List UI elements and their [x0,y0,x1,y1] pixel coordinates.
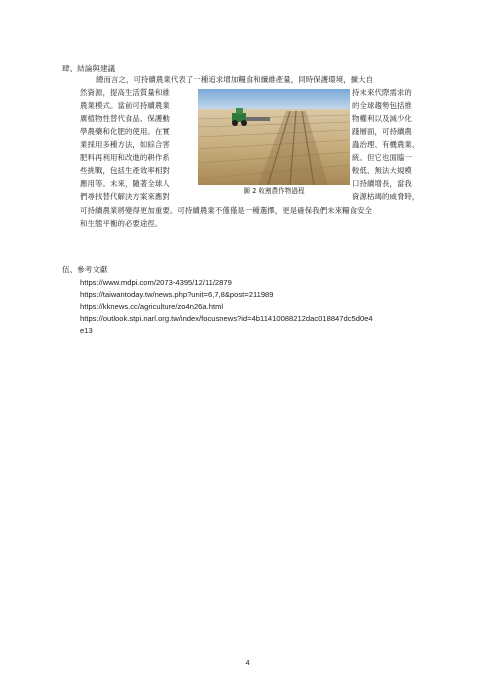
paragraph-line: 持未來代際需求的 [352,88,412,97]
farm-harvest-photo-icon [198,89,350,185]
reference-link[interactable]: https://taiwantoday.tw/news.php?unit=6,7,8&post=211989 [80,290,274,299]
paragraph-line: 學農藥和化肥的使用。在實 [80,127,170,136]
paragraph-line: 物權利以及減少化 [352,114,412,123]
reference-link[interactable]: https://kknews.cc/agriculture/zo4n26a.html [80,302,224,311]
paragraph-line: 應用等。未來，隨著全球人 [80,179,170,188]
reference-link[interactable]: https://outlook.stpi.narl.org.tw/index/focusnews?id=4b11410088212dac018847dc5d0e4 [80,314,373,323]
figure-caption: 圖 2 收割農作物過程 [243,187,305,195]
paragraph-line: 踐層面，可持續農 [352,127,412,136]
paragraph-line: 資源枯竭的威脅時， [352,192,420,201]
paragraph-line: 然資源，提高生活質量和維 [80,88,170,97]
paragraph-line: 業採用多種方法，如綜合害 [80,140,170,149]
paragraph-line: 蟲治理、有機農業、 [352,140,420,149]
reference-link[interactable]: https://www.mdpi.com/2073-4395/12/11/2879 [80,278,232,287]
paragraph-line: 口持續增長，當我 [352,179,412,188]
page-number: 4 [245,658,250,667]
paragraph-line: 統。但它也面臨一 [352,153,412,162]
section-heading-conclusion: 肆、結論與建議 [62,64,116,73]
paragraph-line: 肥料再利用和改進的耕作系 [80,153,170,162]
paragraph-line: 較低、無法大規模 [352,166,412,175]
figure-image [198,89,350,185]
reference-link-continuation[interactable]: e13 [80,326,93,335]
paragraph-line: 和生態平衡的必要途徑。 [80,219,163,228]
paragraph-line: 的全球趨勢包括推 [352,101,412,110]
paragraph-line: 可持續農業將變得更加重要。可持續農業不僅僅是一種選擇，更是確保我們未來糧食安全 [80,206,373,215]
paragraph-line: 們尋找替代解決方案來應對 [80,192,170,201]
paragraph-line: 些挑戰，包括生產效率相對 [80,166,170,175]
paragraph-line: 廣植物性替代食品、保護動 [80,114,170,123]
section-heading-references: 伍、參考文獻 [62,265,108,274]
paragraph-line: 農業模式。當前可持續農業 [80,101,170,110]
paragraph-line: 總而言之，可持續農業代表了一種追求增加糧食和纖維產量，同時保護環境，擴大自 [96,75,374,84]
